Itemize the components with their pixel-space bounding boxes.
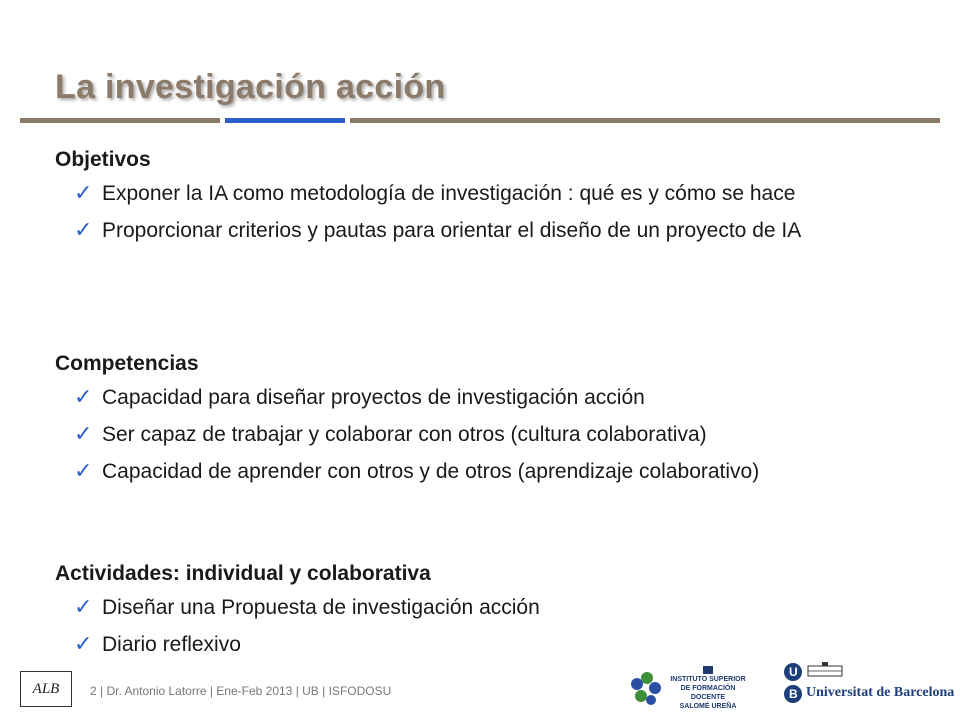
check-icon: ✓ xyxy=(74,181,93,206)
isfodosu-line: INSTITUTO SUPERIOR xyxy=(670,676,746,683)
list-item xyxy=(55,217,801,245)
check-icon: ✓ xyxy=(74,459,93,484)
ub-name: Universitat de Barcelona xyxy=(806,685,955,700)
list-item xyxy=(55,631,540,659)
slide-title: La investigación acción xyxy=(55,68,446,106)
section-heading: Actividades: individual y colaborativa xyxy=(55,562,431,585)
ub-building-icon xyxy=(808,662,842,676)
check-icon: ✓ xyxy=(74,218,93,243)
list-item xyxy=(55,421,759,449)
check-icon: ✓ xyxy=(74,385,93,410)
bullet-list xyxy=(55,594,540,659)
list-item-text: Exponer la IA como metodología de investigación : qué es y cómo se hace xyxy=(102,182,796,205)
footer-text: 2 | Dr. Antonio Latorre | Ene-Feb 2013 | UB | ISFODOSU xyxy=(90,684,392,698)
bullet-list xyxy=(55,180,801,245)
alb-logo xyxy=(20,671,72,707)
title-rule-accent xyxy=(225,118,345,123)
list-item xyxy=(55,384,759,412)
list-item-text: Capacidad de aprender con otros y de otros (aprendizaje colaborativo) xyxy=(102,460,760,483)
list-item xyxy=(55,180,801,208)
svg-text:B: B xyxy=(789,687,798,701)
isfodosu-line: DE FORMACIÓN DOCENTE xyxy=(680,685,736,701)
check-icon: ✓ xyxy=(74,595,93,620)
isfodosu-line: SALOMÉ UREÑA xyxy=(679,703,737,710)
section-objetivos xyxy=(55,146,801,254)
section-heading: Competencias xyxy=(55,352,199,375)
section-actividades xyxy=(55,560,540,668)
section-heading: Objetivos xyxy=(55,148,151,171)
isfodosu-emblem-icon xyxy=(631,672,661,705)
bullet-list xyxy=(55,384,759,486)
section-competencias xyxy=(55,350,759,495)
check-icon: ✓ xyxy=(74,422,93,447)
isfodosu-name xyxy=(668,675,748,711)
list-item xyxy=(55,458,759,486)
alb-logo-text: ALB xyxy=(32,680,60,697)
title-rule-left xyxy=(20,118,220,123)
svg-text:U: U xyxy=(789,665,798,679)
ub-emblem-icon xyxy=(784,663,802,703)
list-item-text: Diseñar una Propuesta de investigación acción xyxy=(102,596,540,619)
title-rule-right xyxy=(350,118,940,123)
list-item-text: Diario reflexivo xyxy=(102,633,241,656)
list-item xyxy=(55,594,540,622)
list-item-text: Capacidad para diseñar proyectos de investigación acción xyxy=(102,386,645,409)
isfodosu-crest-icon xyxy=(703,666,713,674)
check-icon: ✓ xyxy=(74,632,93,657)
list-item-text: Ser capaz de trabajar y colaborar con otros (cultura colaborativa) xyxy=(102,423,707,446)
list-item-text: Proporcionar criterios y pautas para orientar el diseño de un proyecto de IA xyxy=(102,219,802,242)
